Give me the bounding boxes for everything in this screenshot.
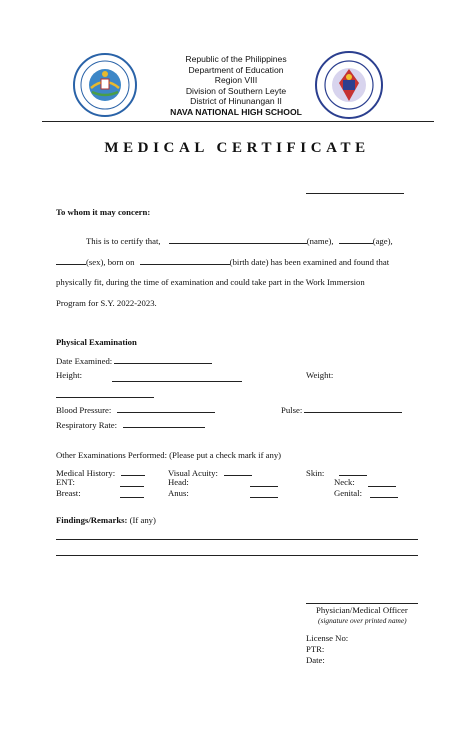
check-field[interactable] [250,486,278,487]
check-field[interactable] [224,466,252,476]
header-line: Department of Education [188,64,284,75]
height-row [56,370,82,380]
exam-item [168,488,189,498]
header-line: Region VIII [214,75,258,86]
exam-label: Anus: [168,488,189,498]
exam-item [334,488,362,498]
check-field[interactable] [370,497,398,498]
exam-label: Medical History: [56,468,116,478]
respiratory-field[interactable] [123,418,205,428]
check-field[interactable] [368,486,396,487]
date-examined-label: Date Examined: [56,356,113,366]
findings-heading: Findings/Remarks: [56,515,128,525]
findings-line[interactable] [56,539,418,540]
header-line: Division of Southern Leyte [185,85,287,96]
paragraph-line-4: Program for S.Y. 2022-2023. [56,298,157,308]
paragraph-line-1 [86,234,393,246]
blood-pressure-label: Blood Pressure: [56,405,112,415]
exam-label: Visual Acuity: [168,468,218,478]
sex-field[interactable] [56,255,86,265]
findings-line[interactable] [56,555,418,556]
birth-label: (birth date) has been examined and found that [229,257,390,267]
certify-intro: This is to certify that, [86,236,161,246]
check-field[interactable] [120,497,144,498]
pulse-row [281,403,402,415]
physician-title: Physician/Medical Officer [316,605,408,615]
exam-item [168,477,189,487]
header-line: Republic of the Philippines [185,54,287,64]
document-title: MEDICAL CERTIFICATE [104,140,370,156]
letterhead [120,54,352,118]
license-label: License No: [306,633,349,643]
signature-line[interactable] [306,603,418,604]
blood-pressure-field[interactable] [117,403,215,413]
pulse-label: Pulse: [281,405,303,415]
exam-label: Neck: [334,477,355,487]
findings-row [56,515,156,525]
height-field[interactable] [112,381,242,382]
check-field[interactable] [339,466,367,476]
blood-pressure-row [56,403,215,415]
paragraph-line-2 [56,255,389,267]
physical-exam-heading: Physical Examination [56,337,137,347]
school-name: NAVA NATIONAL HIGH SCHOOL [170,106,302,117]
paragraph-line-3: physically fit, during the time of examination and could take part in the Work Immersion [56,277,365,287]
exam-label: Skin: [306,468,325,478]
sex-label: (sex), born on [86,257,135,267]
ptr-label: PTR: [306,644,325,654]
exam-label: Head: [168,477,189,487]
date-line [306,193,404,194]
exam-label: ENT: [56,477,75,487]
exam-item [56,477,75,487]
age-label: (age), [372,236,393,246]
respiratory-row [56,418,205,430]
header-line: District of Hinunangan II [190,96,282,107]
exam-item [56,488,81,498]
check-field[interactable] [120,486,144,487]
exam-label: Genital: [334,488,362,498]
check-field[interactable] [250,497,278,498]
signature-note: (signature over printed name) [318,616,407,625]
check-field[interactable] [121,466,145,476]
weight-label: Weight: [306,370,334,380]
weight-field[interactable] [56,397,154,398]
exam-item [334,477,355,487]
age-field[interactable] [339,234,373,244]
other-exams-heading: Other Examinations Performed: (Please put a check mark if any) [56,450,282,460]
header-divider [42,121,434,122]
salutation: To whom it may concern: [56,207,151,217]
date-examined-field[interactable] [114,354,212,364]
respiratory-label: Respiratory Rate: [56,420,118,430]
height-label: Height: [56,370,83,380]
date-label: Date: [306,655,325,665]
name-field[interactable] [169,234,307,244]
date-examined-row [56,354,212,366]
findings-suffix: (If any) [129,515,156,525]
name-label: (name), [306,236,334,246]
exam-label: Breast: [56,488,81,498]
birth-date-field[interactable] [140,255,230,265]
pulse-field[interactable] [304,403,402,413]
